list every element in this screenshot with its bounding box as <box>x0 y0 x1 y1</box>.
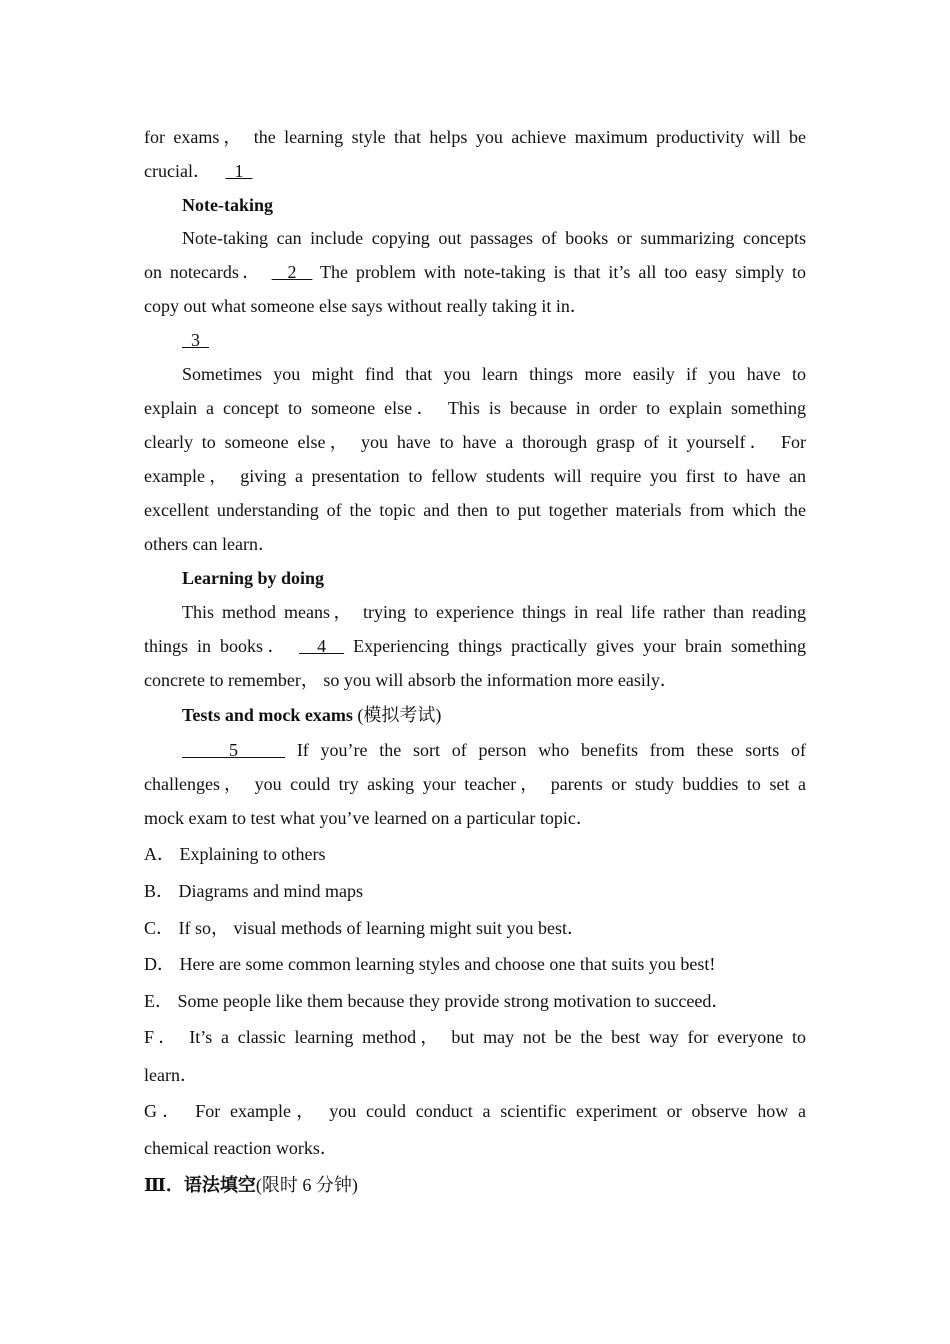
section-heading <box>144 1167 806 1204</box>
option-g: G． For example， you could conduct a scientific experiment or observe how a <box>144 1101 806 1121</box>
option-b: B． Diagrams and mind maps <box>144 881 363 901</box>
paragraph-line: clearly to someone else， you have to have a thorough grasp of it yourself． For <box>144 432 806 452</box>
paragraph-line <box>144 255 806 289</box>
paragraph-line <box>144 733 806 767</box>
paragraph-line: example， giving a presentation to fellow students will require you first to have an <box>144 466 806 486</box>
paragraph-line: for exams， the learning style that helps you achieve maximum productivity will be <box>144 127 806 147</box>
blank-2: 2 <box>271 262 313 282</box>
section-number: Ⅲ． <box>144 1175 184 1195</box>
paragraph-line <box>144 629 806 663</box>
section-title: 语法填空 <box>183 1175 256 1195</box>
option-e: E． Some people like them because they provide strong motivation to succeed． <box>144 991 730 1011</box>
text: on notecards． <box>144 262 264 282</box>
text: crucial． <box>144 161 211 181</box>
option-g-cont: chemical reaction works． <box>144 1138 338 1158</box>
paragraph-line: Note-taking can include copying out passages of books or summarizing concepts <box>182 228 806 248</box>
paragraph-line: mock exam to test what you’ve learned on a particular topic． <box>144 808 594 828</box>
text: The problem with note-taking is that it’s all too easy simply to <box>319 262 807 282</box>
text: If you’re the sort of person who benefits from these sorts of <box>296 740 807 760</box>
heading-note: (模拟考试) <box>357 705 442 725</box>
section-note: (限时 6 分钟) <box>255 1175 358 1195</box>
paragraph-line: Sometimes you might find that you learn things more easily if you have to <box>182 364 806 384</box>
paragraph-line: copy out what someone else says without really taking it in． <box>144 296 588 316</box>
paragraph-line: This method means， trying to experience things in real life rather than reading <box>182 602 806 622</box>
blank-1: 1 <box>225 161 253 181</box>
option-f-cont: learn． <box>144 1065 198 1085</box>
paragraph-line: challenges， you could try asking your teacher， parents or study buddies to set a <box>144 774 806 794</box>
heading-tests-mock-exams <box>144 698 806 732</box>
paragraph-line <box>144 154 806 188</box>
paragraph-line: excellent understanding of the topic and then to put together materials from which the <box>144 500 806 520</box>
paragraph-line: concrete to remember， so you will absorb the information more easily． <box>144 670 678 690</box>
heading-learning-by-doing: Learning by doing <box>182 568 325 588</box>
option-f: F． It’s a classic learning method， but may not be the best way for everyone to <box>144 1027 806 1047</box>
paragraph-line: explain a concept to someone else． This is because in order to explain something <box>144 398 806 418</box>
blank-3: 3 <box>182 330 209 350</box>
heading-text: Tests and mock exams <box>182 705 353 725</box>
heading-note-taking: Note-taking <box>182 195 273 215</box>
text: things in books． <box>144 636 291 656</box>
blank-5: 5 <box>182 740 286 760</box>
paragraph-line <box>144 323 806 357</box>
text: Experiencing things practically gives your brain something <box>353 636 807 656</box>
option-d: D． Here are some common learning styles and choose one that suits you best! <box>144 954 716 974</box>
blank-4: 4 <box>299 636 345 656</box>
option-c: C． If so， visual methods of learning might suit you best． <box>144 918 585 938</box>
option-a: A． Explaining to others <box>144 844 326 864</box>
paragraph-line: others can learn． <box>144 534 276 554</box>
